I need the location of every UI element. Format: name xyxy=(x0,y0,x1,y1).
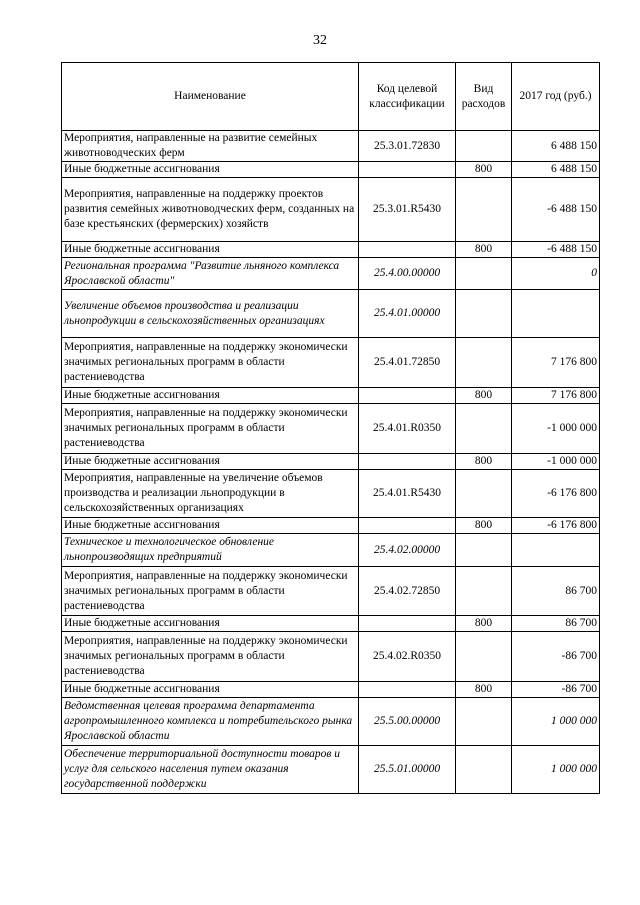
header-kind: Вид расходов xyxy=(456,63,512,131)
row-kind: 800 xyxy=(456,162,512,178)
table-row xyxy=(62,338,600,388)
row-code xyxy=(359,454,456,470)
row-kind xyxy=(456,698,512,746)
table-row xyxy=(62,404,600,454)
row-name: Иные бюджетные ассигнования xyxy=(62,454,359,470)
row-kind: 800 xyxy=(456,616,512,632)
row-amount: -6 176 800 xyxy=(512,470,600,518)
row-name: Иные бюджетные ассигнования xyxy=(62,682,359,698)
table-row xyxy=(62,470,600,518)
row-amount: -1 000 000 xyxy=(512,454,600,470)
table-row xyxy=(62,162,600,178)
row-name: Мероприятия, направленные на поддержку экономически значимых региональных программ в области растениеводства xyxy=(62,404,359,454)
table-row xyxy=(62,698,600,746)
row-kind xyxy=(456,567,512,616)
table-row xyxy=(62,178,600,242)
row-kind xyxy=(456,404,512,454)
row-name: Иные бюджетные ассигнования xyxy=(62,616,359,632)
row-kind xyxy=(456,258,512,290)
row-kind xyxy=(456,338,512,388)
row-name: Мероприятия, направленные на поддержку экономически значимых региональных программ в области растениеводства xyxy=(62,338,359,388)
row-amount xyxy=(512,534,600,567)
table-row xyxy=(62,534,600,567)
row-amount: 7 176 800 xyxy=(512,338,600,388)
row-amount xyxy=(512,290,600,338)
row-name: Мероприятия, направленные на поддержку экономически значимых региональных программ в области растениеводства xyxy=(62,632,359,682)
row-code: 25.3.01.72830 xyxy=(359,131,456,162)
header-code: Код целевой классификации xyxy=(359,63,456,131)
row-code: 25.4.01.R5430 xyxy=(359,470,456,518)
row-code xyxy=(359,162,456,178)
row-code: 25.5.01.00000 xyxy=(359,746,456,794)
table-row xyxy=(62,290,600,338)
row-code: 25.4.02.00000 xyxy=(359,534,456,567)
table-row xyxy=(62,616,600,632)
table-row xyxy=(62,632,600,682)
table-header-row xyxy=(62,63,600,131)
row-kind xyxy=(456,534,512,567)
row-kind xyxy=(456,131,512,162)
row-name: Ведомственная целевая программа департамента агропромышленного комплекса и потребительского рынка Ярославской области xyxy=(62,698,359,746)
row-name: Техническое и технологическое обновление льнопроизводящих предприятий xyxy=(62,534,359,567)
table-row xyxy=(62,454,600,470)
table-row xyxy=(62,567,600,616)
table-body xyxy=(62,131,600,794)
row-code xyxy=(359,616,456,632)
row-name: Региональная программа "Развитие льняного комплекса Ярославской области" xyxy=(62,258,359,290)
row-amount: -6 488 150 xyxy=(512,242,600,258)
row-amount: 6 488 150 xyxy=(512,162,600,178)
row-kind: 800 xyxy=(456,518,512,534)
table-row xyxy=(62,518,600,534)
row-kind: 800 xyxy=(456,454,512,470)
row-code: 25.5.00.00000 xyxy=(359,698,456,746)
row-name: Мероприятия, направленные на увеличение объемов производства и реализации льнопродукции в сельскохозяйственных организациях xyxy=(62,470,359,518)
row-code xyxy=(359,242,456,258)
row-code xyxy=(359,388,456,404)
row-code: 25.4.01.R0350 xyxy=(359,404,456,454)
row-kind: 800 xyxy=(456,242,512,258)
row-amount: 6 488 150 xyxy=(512,131,600,162)
header-name: Наименование xyxy=(62,63,359,131)
row-name: Иные бюджетные ассигнования xyxy=(62,162,359,178)
table-row xyxy=(62,258,600,290)
table-row xyxy=(62,242,600,258)
row-code: 25.4.02.72850 xyxy=(359,567,456,616)
row-amount: 86 700 xyxy=(512,616,600,632)
row-name: Иные бюджетные ассигнования xyxy=(62,388,359,404)
row-kind: 800 xyxy=(456,682,512,698)
row-code xyxy=(359,682,456,698)
row-amount: -86 700 xyxy=(512,682,600,698)
row-kind xyxy=(456,290,512,338)
row-amount: 0 xyxy=(512,258,600,290)
row-amount: 86 700 xyxy=(512,567,600,616)
row-kind xyxy=(456,746,512,794)
table-row xyxy=(62,131,600,162)
row-code: 25.4.02.R0350 xyxy=(359,632,456,682)
row-name: Обеспечение территориальной доступности товаров и услуг для сельского населения путем оказания государственной поддержки xyxy=(62,746,359,794)
row-name: Мероприятия, направленные на поддержку экономически значимых региональных программ в области растениеводства xyxy=(62,567,359,616)
row-name: Мероприятия, направленные на развитие семейных животноводческих ферм xyxy=(62,131,359,162)
table-row xyxy=(62,388,600,404)
row-name: Иные бюджетные ассигнования xyxy=(62,518,359,534)
header-amount: 2017 год (руб.) xyxy=(512,63,600,131)
row-name: Увеличение объемов производства и реализации льнопродукции в сельскохозяйственных организациях xyxy=(62,290,359,338)
row-amount: -1 000 000 xyxy=(512,404,600,454)
row-code: 25.3.01.R5430 xyxy=(359,178,456,242)
budget-table xyxy=(61,62,600,794)
row-amount: -6 488 150 xyxy=(512,178,600,242)
row-kind xyxy=(456,632,512,682)
row-name: Иные бюджетные ассигнования xyxy=(62,242,359,258)
row-amount: -86 700 xyxy=(512,632,600,682)
row-code: 25.4.00.00000 xyxy=(359,258,456,290)
row-amount: -6 176 800 xyxy=(512,518,600,534)
row-name: Мероприятия, направленные на поддержку проектов развития семейных животноводческих ферм, созданных на базе крестьянских (фермерских) хозяйств xyxy=(62,178,359,242)
row-kind xyxy=(456,178,512,242)
row-code: 25.4.01.72850 xyxy=(359,338,456,388)
row-kind: 800 xyxy=(456,388,512,404)
page-number: 32 xyxy=(313,33,327,48)
table-row xyxy=(62,746,600,794)
row-code: 25.4.01.00000 xyxy=(359,290,456,338)
row-amount: 1 000 000 xyxy=(512,746,600,794)
row-amount: 7 176 800 xyxy=(512,388,600,404)
row-kind xyxy=(456,470,512,518)
row-code xyxy=(359,518,456,534)
table-row xyxy=(62,682,600,698)
row-amount: 1 000 000 xyxy=(512,698,600,746)
